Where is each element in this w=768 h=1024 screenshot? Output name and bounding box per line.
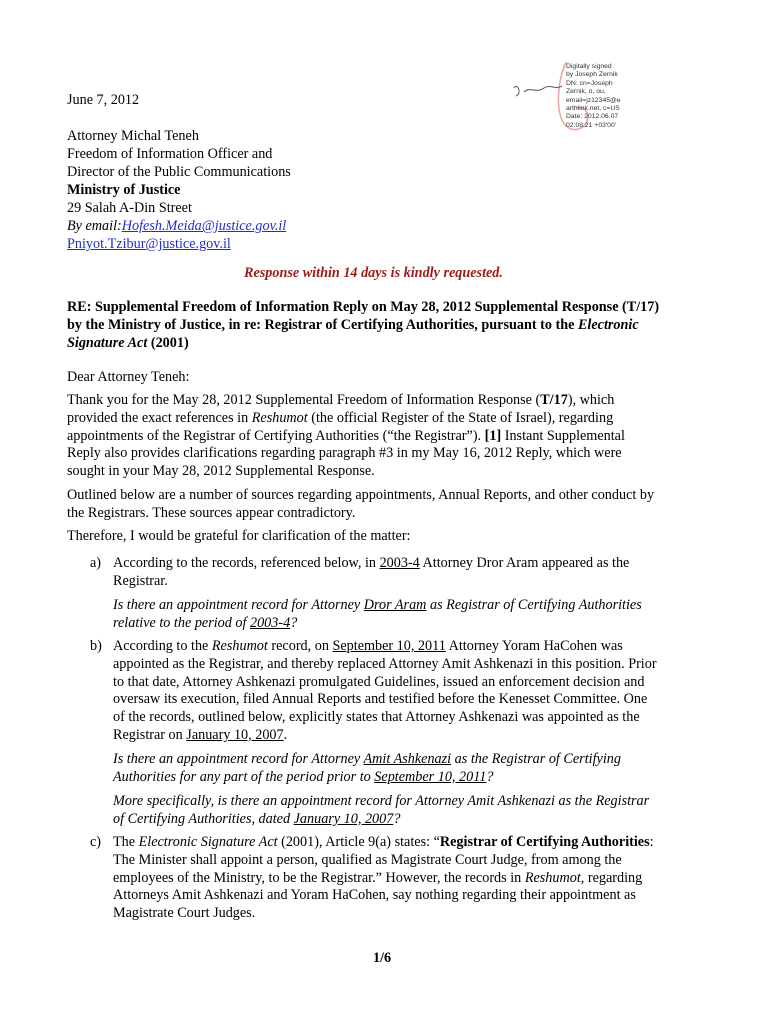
- question-b-2: More specifically, is there an appointment record for Attorney Amit Ashkenazi as the Registrar of Certifying Authorities, dated January 10, 2007?: [113, 793, 650, 827]
- recipient-title: Freedom of Information Officer and: [67, 146, 273, 162]
- paragraph-intro: Thank you for the May 28, 2012 Supplemental Freedom of Information Response (T/17), which provided the exact references in Reshumot (the official Register of the State of Israel), regarding appointments of the Registrar of Certifying Authorities (“the Registrar”). [1] Instant Supplemental Reply also provides clarifications regarding paragraph #3 in my May 16, 2012 Reply, which were sought in your May 28, 2012 Supplemental Response.: [67, 392, 625, 480]
- signature-line: Zernik, o, ou,: [566, 88, 606, 96]
- re-line: Signature Act (2001): [67, 335, 189, 351]
- recipient-title: Director of the Public Communications: [67, 164, 291, 180]
- response-request: Response within 14 days is kindly requested.: [244, 265, 503, 281]
- page-number: 1/6: [373, 950, 392, 966]
- by-email-label: By email:: [67, 218, 122, 234]
- letter-date: June 7, 2012: [67, 92, 140, 108]
- recipient-email-line: [67, 217, 291, 235]
- re-line: by the Ministry of Justice, in re: Registrar of Certifying Authorities, pursuant to the Electronic: [67, 317, 639, 333]
- re-heading: [67, 298, 707, 352]
- signature-line: Date: 2012.06.07: [566, 113, 619, 121]
- list-label: c): [90, 834, 102, 850]
- re-line: RE: Supplemental Freedom of Information Reply on May 28, 2012 Supplemental Response (T/17): [67, 299, 660, 315]
- list-label: b): [90, 638, 102, 654]
- list-label: a): [90, 555, 102, 571]
- question-b-1: Is there an appointment record for Attorney Amit Ashkenazi as the Registrar of Certifying Authorities for any part of the period prior to September 10, 2011?: [113, 751, 621, 785]
- question-a: Is there an appointment record for Attorney Dror Aram as Registrar of Certifying Authorities relative to the period of 2003-4?: [113, 597, 642, 631]
- salutation: Dear Attorney Teneh:: [67, 369, 190, 385]
- signature-line: Digitally signed: [566, 63, 612, 70]
- signature-line: DN: cn=Joseph: [566, 79, 613, 87]
- signature-scribble: [514, 86, 562, 96]
- signature-line: arthlink.net, c=US: [566, 105, 620, 113]
- paragraph-sources: Outlined below are a number of sources regarding appointments, Annual Reports, and other conduct by the Registrars. These sources appear contradictory.: [67, 487, 655, 521]
- paragraph-request: Therefore, I would be grateful for clarification of the matter:: [67, 528, 411, 544]
- signature-line: by Joseph Zernik: [566, 71, 618, 79]
- recipient-ministry: Ministry of Justice: [67, 182, 181, 198]
- recipient-email-line-2: [67, 235, 291, 253]
- signature-details: [566, 63, 666, 130]
- signature-line: 02:08:21 +03'00': [566, 121, 617, 129]
- email-link-1[interactable]: Hofesh.Meida@justice.gov.il: [121, 218, 287, 234]
- email-link-2[interactable]: Pniyot.Tzibur@justice.gov.il: [67, 236, 231, 252]
- signature-line: email=jz12345@e: [566, 96, 621, 104]
- recipient-street: 29 Salah A-Din Street: [67, 200, 192, 216]
- recipient-name: Attorney Michal Teneh: [67, 128, 199, 144]
- recipient-block: [67, 127, 291, 253]
